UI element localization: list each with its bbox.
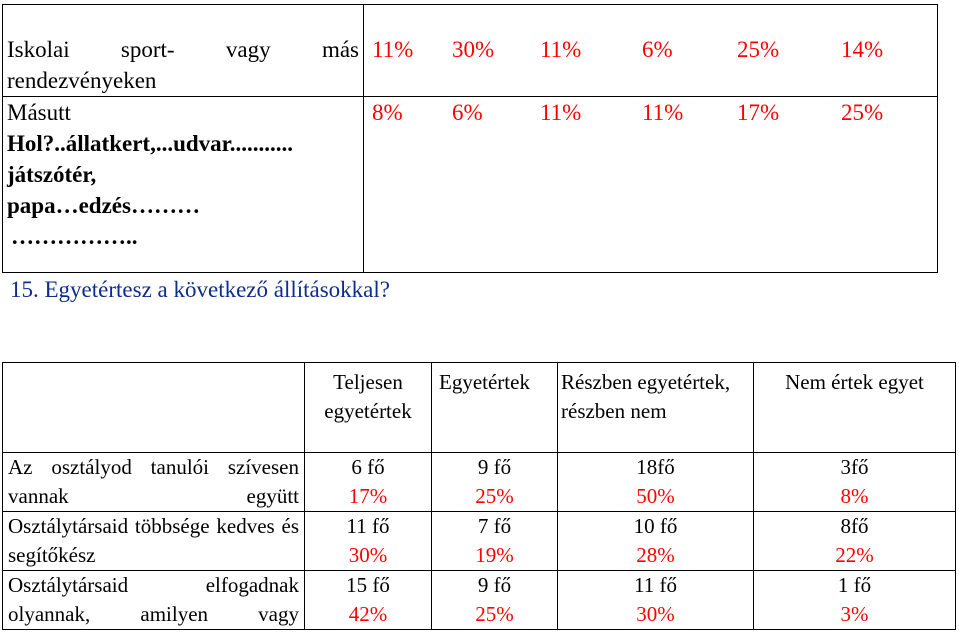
percent-value: 28%: [636, 543, 675, 567]
statement-cell: Osztálytársaid többsége kedves és segítőkész: [3, 512, 305, 571]
count-value: 9 fő: [477, 455, 512, 479]
count-value: 8fő: [840, 514, 869, 538]
row-label-line: ……………..: [11, 224, 138, 249]
percent-value: 14%: [841, 37, 884, 62]
percent-value: 22%: [835, 543, 874, 567]
percent-value: 11%: [540, 100, 582, 125]
percent-value: 25%: [475, 484, 514, 508]
data-cell: [305, 571, 432, 630]
agreement-table: [2, 362, 956, 630]
data-cell: [558, 571, 754, 630]
percent-value: 25%: [737, 37, 780, 62]
data-cell: [754, 571, 956, 630]
percent-value: 17%: [737, 100, 780, 125]
header-fully-agree: Teljesen egyetértek: [305, 363, 432, 453]
data-cell: [432, 453, 558, 512]
count-value: 9 fő: [477, 573, 512, 597]
percent-value: 50%: [636, 484, 675, 508]
table-row: [3, 512, 956, 571]
count-value: 15 fő: [346, 573, 390, 597]
table-row: [3, 453, 956, 512]
percent-value: 11%: [540, 37, 582, 62]
percent-value: 17%: [348, 484, 388, 508]
row-label-line: Másutt: [7, 100, 71, 125]
percent-value: 30%: [636, 602, 675, 626]
count-value: 18fő: [636, 455, 675, 479]
percent-value: 42%: [348, 602, 388, 626]
percent-value: 19%: [475, 543, 514, 567]
data-cell: [754, 453, 956, 512]
data-cell: [432, 571, 558, 630]
count-value: 6 fő: [351, 455, 385, 479]
header-empty-cell: [3, 363, 305, 453]
percent-value: 25%: [475, 602, 514, 626]
row-label-line: rendezvényeken: [7, 68, 157, 93]
row-label: [3, 5, 364, 97]
statement-cell: Az osztályod tanulói szívesen vannak együtt: [3, 453, 305, 512]
statement-cell: Osztálytársaid elfogadnak olyannak, amilyen vagy: [3, 571, 305, 630]
row-label-line: Iskolai sport- vagy más: [7, 37, 359, 62]
percent-value: 30%: [452, 37, 495, 62]
percent-value: 8%: [840, 484, 869, 508]
header-partly-agree: Részben egyetértek, részben nem: [558, 363, 754, 453]
percent-value: 11%: [372, 37, 414, 62]
row-label-line: papa…edzés………: [7, 193, 200, 218]
table-header-row: [3, 363, 956, 453]
row-values: [364, 5, 938, 97]
percent-value: 30%: [348, 543, 388, 567]
data-cell: [305, 512, 432, 571]
count-value: 3fő: [840, 455, 869, 479]
count-value: 10 fő: [633, 514, 678, 538]
row-values: [364, 97, 938, 273]
count-value: 7 fő: [477, 514, 512, 538]
row-label-line: Hol?..állatkert,...udvar...........: [7, 131, 294, 156]
percent-value: 6%: [452, 100, 483, 125]
row-label: [3, 97, 364, 273]
data-cell: [305, 453, 432, 512]
question-heading: 15. Egyetértesz a következő állításokkal?: [10, 277, 390, 302]
table-row: [3, 571, 956, 630]
percent-value: 8%: [372, 100, 403, 125]
row-label-line: játszótér,: [7, 162, 97, 187]
percent-value: 6%: [642, 37, 673, 62]
percent-value: 11%: [642, 100, 684, 125]
data-cell: [754, 512, 956, 571]
percent-value: 3%: [840, 602, 869, 626]
table-row: [3, 97, 938, 273]
header-agree: Egyetértek: [432, 363, 558, 453]
header-disagree: Nem értek egyet: [754, 363, 956, 453]
count-value: 1 fő: [837, 573, 872, 597]
count-value: 11 fő: [634, 573, 677, 597]
location-percentages-table: [2, 4, 938, 273]
count-value: 11 fő: [346, 514, 390, 538]
percent-value: 25%: [841, 100, 884, 125]
data-cell: [432, 512, 558, 571]
table-row: [3, 5, 938, 97]
data-cell: [558, 512, 754, 571]
data-cell: [558, 453, 754, 512]
